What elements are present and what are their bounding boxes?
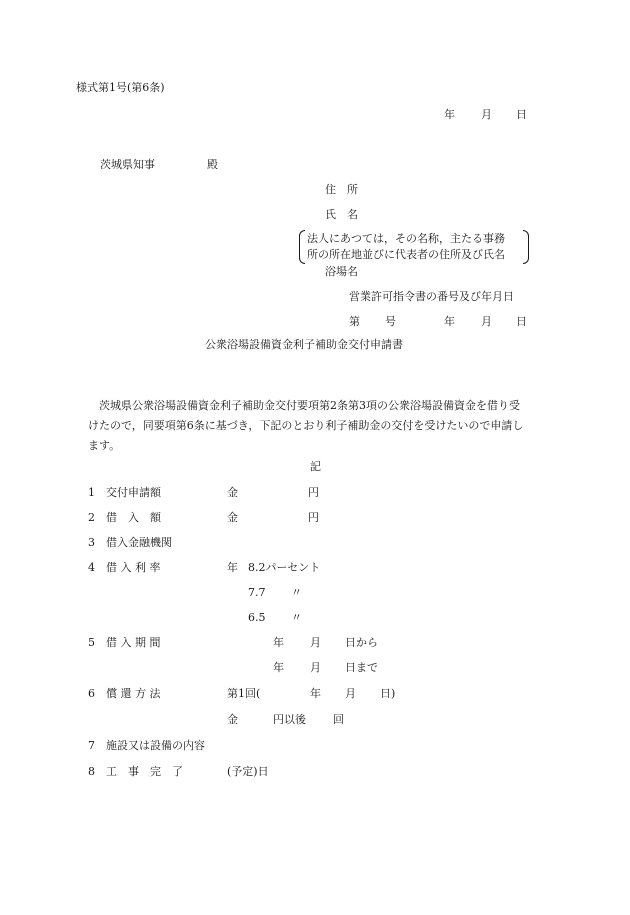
item4-rate3: 6.5 bbox=[248, 611, 266, 624]
date-day: 日 bbox=[516, 108, 527, 121]
permit-year: 年 bbox=[444, 315, 455, 328]
item4-ditto2: 〃 bbox=[291, 611, 302, 624]
item1-number: 1 bbox=[88, 486, 95, 499]
item5-year2: 年 bbox=[273, 661, 284, 674]
item2-kin: 金 bbox=[227, 511, 238, 524]
item5-label: 借 入 期 間 bbox=[106, 636, 161, 649]
ki-heading: 記 bbox=[310, 460, 321, 473]
permit-month: 月 bbox=[481, 315, 492, 328]
item5-number: 5 bbox=[88, 636, 95, 649]
bath-name-label: 浴場名 bbox=[325, 265, 358, 278]
item1-kin: 金 bbox=[227, 486, 238, 499]
item7-label: 施設又は設備の内容 bbox=[106, 739, 205, 752]
item4-rate2: 7.7 bbox=[248, 586, 266, 599]
item8-number: 8 bbox=[88, 765, 95, 778]
item7-number: 7 bbox=[88, 739, 95, 752]
item5-from: 日から bbox=[345, 636, 378, 649]
item4-rate1: 8.2パーセント bbox=[248, 561, 321, 574]
name-label: 氏 名 bbox=[325, 208, 358, 221]
item2-label: 借 入 額 bbox=[106, 511, 161, 524]
body-text: 茨城県公衆浴場設備資金利子補助金交付要項第2条第3項の公衆浴場設備資金を借り受けたので，同要項第6条に基づき，下記のとおり利子補助金の交付を受けたいので申請します。 bbox=[88, 399, 524, 452]
item2-yen: 円 bbox=[308, 511, 319, 524]
item6-day-close: 日) bbox=[380, 687, 396, 700]
date-year: 年 bbox=[444, 108, 455, 121]
item6-first: 第1回( bbox=[227, 687, 261, 700]
item3-number: 3 bbox=[88, 536, 95, 549]
permit-day: 日 bbox=[516, 315, 527, 328]
permit-label: 営業許可指令書の番号及び年月日 bbox=[349, 290, 514, 303]
item1-label: 交付申請額 bbox=[106, 486, 161, 499]
item4-nen: 年 bbox=[227, 561, 238, 574]
item3-label: 借入金融機関 bbox=[106, 536, 172, 549]
permit-dai: 第 bbox=[349, 315, 360, 328]
document-title: 公衆浴場設備資金利子補助金交付申請書 bbox=[205, 338, 403, 351]
item8-scheduled: (予定)日 bbox=[227, 765, 269, 778]
form-number: 様式第1号(第6条) bbox=[76, 81, 165, 94]
right-bracket bbox=[523, 230, 529, 264]
item5-to: 日まで bbox=[345, 661, 378, 674]
corporate-note-line2: 所の所在地並びに代表者の住所及び氏名 bbox=[307, 248, 505, 261]
item2-number: 2 bbox=[88, 511, 95, 524]
addressee-honorific: 殿 bbox=[207, 158, 218, 171]
item6-number: 6 bbox=[88, 687, 95, 700]
item6-kin: 金 bbox=[227, 713, 238, 726]
item6-yen-after: 円以後 bbox=[273, 713, 306, 726]
body-paragraph bbox=[88, 396, 530, 456]
permit-go: 号 bbox=[385, 315, 396, 328]
item4-label: 借 入 利 率 bbox=[106, 561, 161, 574]
item6-kai: 回 bbox=[333, 713, 344, 726]
item4-number: 4 bbox=[88, 561, 95, 574]
corporate-note bbox=[299, 230, 529, 264]
item1-yen: 円 bbox=[308, 486, 319, 499]
corporate-note-line1: 法人にあつては，その名称，主たる事務 bbox=[307, 232, 505, 245]
item6-label: 償 還 方 法 bbox=[106, 687, 161, 700]
item5-year1: 年 bbox=[273, 636, 284, 649]
item6-month: 月 bbox=[345, 687, 356, 700]
item8-label: 工 事 完 了 bbox=[106, 765, 183, 778]
item5-month1: 月 bbox=[310, 636, 321, 649]
item6-year: 年 bbox=[310, 687, 321, 700]
left-bracket bbox=[299, 230, 305, 264]
addressee-name: 茨城県知事 bbox=[100, 158, 155, 171]
date-month: 月 bbox=[481, 108, 492, 121]
item5-month2: 月 bbox=[310, 661, 321, 674]
address-label: 住 所 bbox=[325, 183, 358, 196]
item4-ditto1: 〃 bbox=[291, 586, 302, 599]
